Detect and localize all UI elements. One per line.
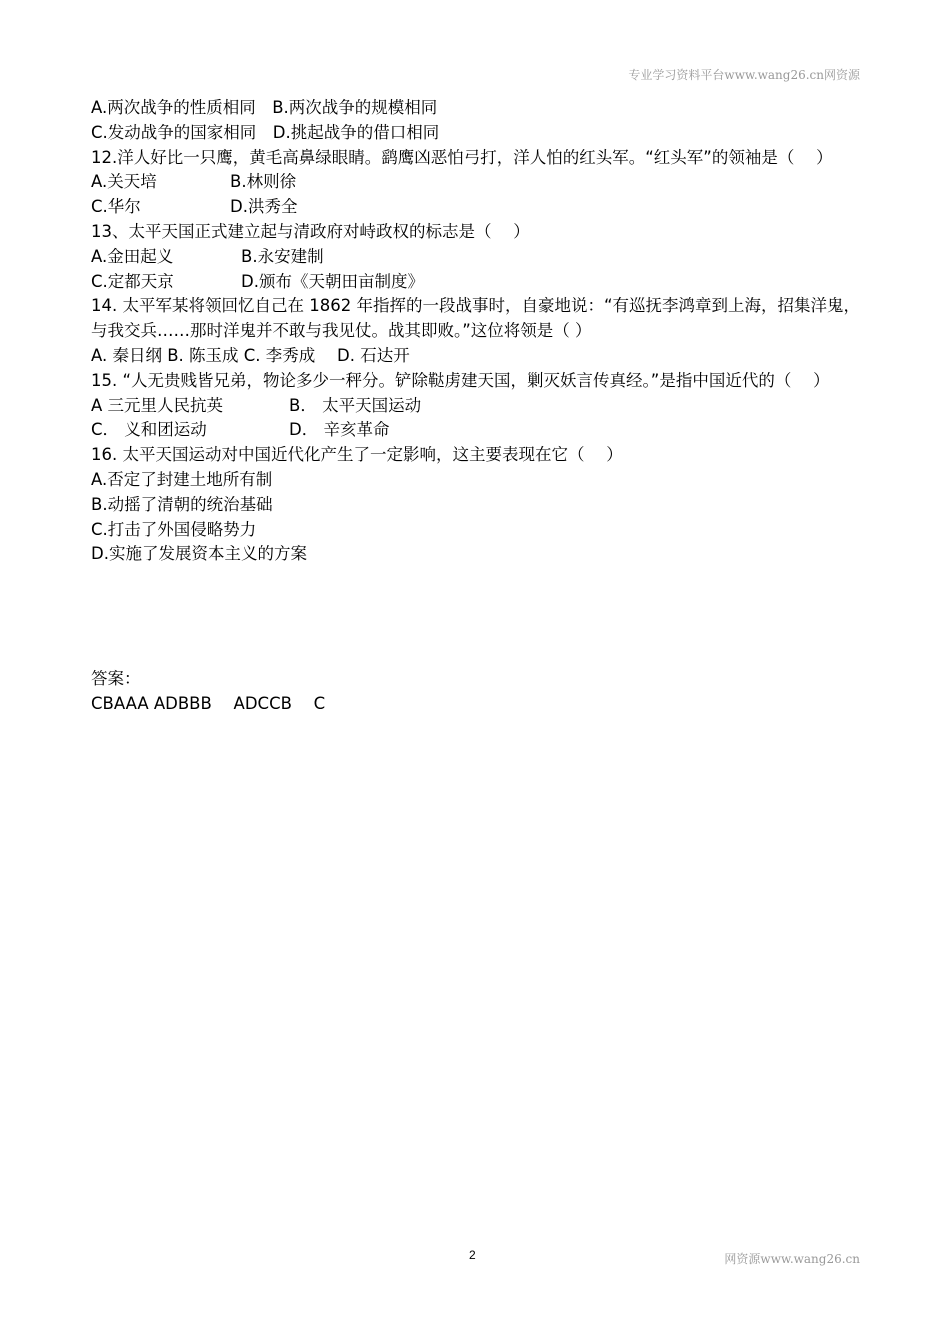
q12-option-d: D.洪秀全 [230, 197, 298, 217]
q16-option-a: A.否定了封建土地所有制 [91, 469, 273, 489]
q12-options-cd [91, 195, 866, 220]
q13-options-cd [91, 270, 866, 295]
question-13: 13、太平天国正式建立起与清政府对峙政权的标志是（ ） [91, 221, 530, 241]
question-14: 14. 太平军某将领回忆自己在 1862 年指挥的一段战事时，自豪地说：“有巡抚李鸿章到上海，招集洋鬼，与我交兵……那时洋鬼并不敢与我见仗。战其即败。”这位将领是（ ） [91, 296, 861, 341]
q13-option-a: A.金田起义 [91, 246, 174, 266]
question-15: 15. “人无贵贱皆兄弟，物论多少一秤分。铲除鞑虏建天国，剿灭妖言传真经。”是指中国近代的（ ） [91, 370, 830, 390]
spacer [91, 567, 866, 667]
q12-option-c: C.华尔 [91, 197, 141, 217]
q11-options-cd: C.发动战争的国家相同 D.挑起战争的借口相同 [91, 122, 440, 142]
q16-option-d: D.实施了发展资本主义的方案 [91, 544, 307, 564]
q15-options-ab [91, 394, 866, 419]
q16-option-c: C.打击了外国侵略势力 [91, 519, 257, 539]
header-source: 专业学习资料平台www.wang26.cn网资源 [628, 68, 860, 82]
q15-options-cd [91, 418, 866, 443]
q12-option-b: B.林则徐 [230, 172, 297, 192]
q12-option-a: A.关天培 [91, 172, 157, 192]
q13-option-b: B.永安建制 [241, 246, 324, 266]
footer-source: 网资源www.wang26.cn [724, 1252, 860, 1266]
question-16: 16. 太平天国运动对中国近代化产生了一定影响，这主要表现在它（ ） [91, 445, 623, 465]
q15-option-c: C． 义和团运动 [91, 420, 207, 440]
answer-key: CBAAA ADBBB ADCCB C [91, 693, 326, 713]
page-number: 2 [469, 1248, 476, 1262]
q13-options-ab [91, 245, 866, 270]
q11-options-ab: A.两次战争的性质相同 B.两次战争的规模相同 [91, 98, 438, 117]
q14-options: A. 秦日纲 B. 陈玉成 C. 李秀成 D. 石达开 [91, 345, 410, 365]
answer-label: 答案： [91, 669, 141, 689]
question-12: 12.洋人好比一只鹰，黄毛高鼻绿眼睛。鹞鹰凶恶怕弓打，洋人怕的红头军。“红头军”的领袖是（ ） [91, 147, 833, 167]
q15-option-b: B． 太平天国运动 [289, 395, 422, 415]
q15-option-d: D． 辛亥革命 [289, 420, 390, 440]
document-body [91, 96, 866, 717]
q13-option-c: C.定都天京 [91, 271, 174, 291]
q13-option-d: D.颁布《天朝田亩制度》 [241, 271, 424, 291]
q12-options-ab [91, 170, 866, 195]
q16-option-b: B.动摇了清朝的统治基础 [91, 494, 273, 514]
q15-option-a: A 三元里人民抗英 [91, 395, 224, 415]
